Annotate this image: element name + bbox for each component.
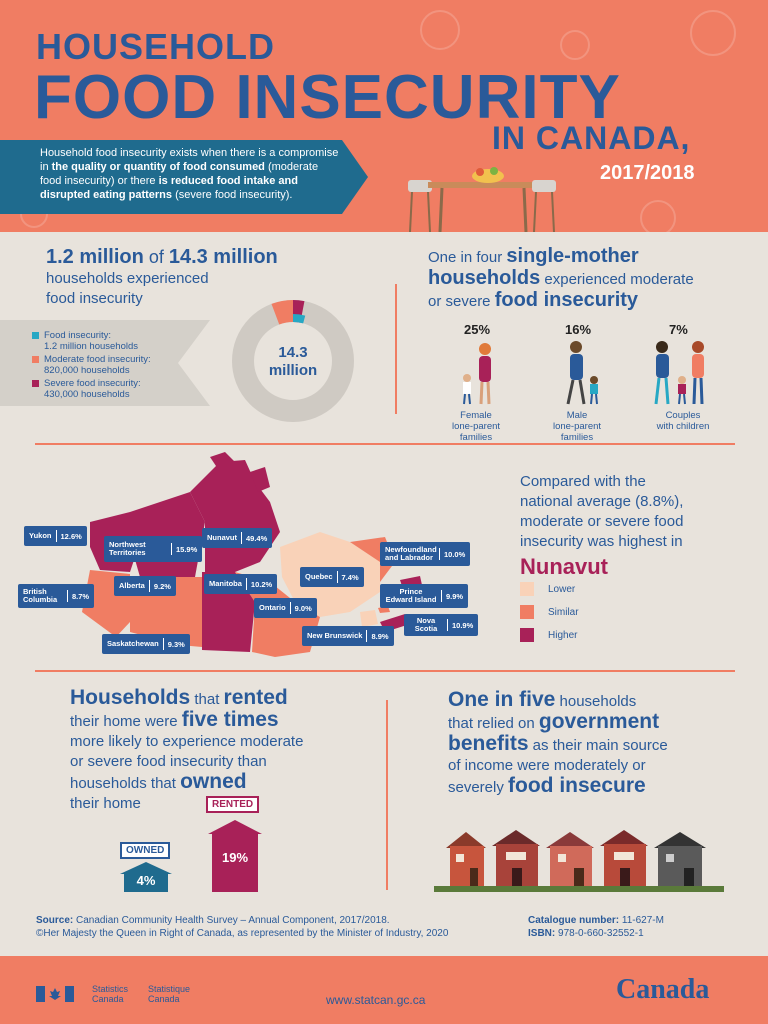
canada-flag-icon: [36, 986, 74, 1002]
source-note: Source: Canadian Community Health Survey – Annual Component, 2017/2018. ©Her Majesty the Queen in Right of Canada, as represented by the Minister of Industry, 2020: [36, 915, 449, 939]
definition-text: Household food insecurity exists when there is a compromise in the quality or quantity of food consumed (moderate food insecurity) or there is reduced food intake and disrupted eating patterns (severe food insecurity).: [40, 147, 339, 201]
canada-wordmark: Canada: [616, 974, 710, 1005]
statcan-url-link[interactable]: www.statcan.gc.ca: [326, 993, 426, 1007]
decor-circle: [690, 10, 736, 56]
households-headline: 1.2 million of 14.3 million: [46, 246, 278, 268]
houses-illustration: [434, 828, 724, 892]
statcan-fr: Statistique Canada: [148, 984, 191, 1004]
map-note: Compared with the national average (8.8%), moderate or severe food insecurity was highest in Nunavut: [520, 473, 684, 579]
benefits-headline: One in five households that relied on government benefits as their main source of income were moderately or severely food insecure: [448, 688, 668, 797]
house-icon: [600, 830, 648, 888]
decor-circle: [420, 10, 460, 50]
legend-item-food-insecurity: Food insecurity: 1.2 million households: [44, 330, 139, 352]
house-icon: [654, 832, 706, 888]
title-year: 2017/2018: [600, 162, 695, 184]
title-line-3: IN CANADA,: [492, 120, 691, 156]
single-mother-headline: One in four single-mother households experienced moderate or severe food insecurity: [428, 245, 694, 311]
map-tag-nunavut: Nunavut 49.4%: [202, 528, 272, 548]
legend-swatch: [32, 356, 39, 363]
map-legend-swatch: [520, 605, 534, 619]
female-lone-parent-label: Female lone-parent families: [451, 410, 501, 443]
map-tag-new-brunswick: New Brunswick 8.9%: [302, 626, 394, 646]
house-icon: [546, 832, 594, 888]
rented-headline: Households that rented their home were five times more likely to experience moderate or severe food insecurity than households that owned their home: [70, 686, 304, 812]
section-rule: [35, 670, 735, 672]
decor-circle: [560, 30, 590, 60]
donut-food-insecurity-slice: [293, 318, 304, 319]
statcan-en: Statistics Canada: [92, 984, 129, 1004]
dining-table-illustration: [402, 160, 562, 232]
couple-with-children-icon: [644, 338, 716, 410]
map-legend-swatch: [520, 582, 534, 596]
legend-item-severe: Severe food insecurity: 430,000 households: [44, 378, 141, 400]
donut-severe-slice: [293, 311, 302, 312]
map-legend-lower: Lower: [548, 584, 576, 595]
map-tag-yukon: Yukon 12.6%: [24, 526, 87, 546]
donut-center-label: 14.3 million: [268, 344, 318, 379]
owned-value: 4%: [136, 873, 156, 888]
rented-value: 19%: [221, 850, 249, 865]
map-tag-pei: Prince Edward Island 9.9%: [380, 584, 468, 608]
owned-label: OWNED: [120, 842, 170, 859]
map-legend-similar: Similar: [548, 607, 579, 618]
legend-swatch: [32, 332, 39, 339]
header-banner: [0, 0, 768, 232]
rented-label: RENTED: [206, 796, 259, 813]
stats-section: [0, 232, 768, 442]
male-lone-parent-label: Male lone-parent families: [552, 410, 602, 443]
map-tag-newfoundland: Newfoundland and Labrador 10.0%: [380, 542, 470, 566]
map-tag-ontario: Ontario 9.0%: [254, 598, 317, 618]
title-line-2: FOOD INSECURITY: [34, 63, 621, 132]
households-line3: food insecurity: [46, 290, 143, 307]
map-legend-swatch: [520, 628, 534, 642]
legend-item-moderate: Moderate food insecurity: 820,000 households: [44, 354, 151, 376]
map-tag-nova-scotia: Nova Scotia 10.9%: [404, 614, 478, 636]
couples-label: Couples with children: [656, 410, 710, 432]
map-tag-nwt: Northwest Territories 15.9%: [104, 536, 202, 562]
decor-circle: [640, 200, 676, 232]
households-line2: households experienced: [46, 270, 209, 287]
section-divider: [386, 700, 388, 890]
male-parent-icon: [558, 338, 608, 410]
female-lone-parent-pct: 25%: [464, 322, 491, 337]
female-parent-icon: [455, 340, 505, 410]
title-line-1: HOUSEHOLD: [36, 26, 276, 67]
section-divider: [395, 284, 397, 414]
map-tag-manitoba: Manitoba 10.2%: [204, 574, 277, 594]
section-rule: [35, 443, 735, 445]
map-tag-saskatchewan: Saskatchewan 9.3%: [102, 634, 190, 654]
house-icon: [492, 830, 540, 888]
catalogue-info: Catalogue number: 11-627-M ISBN: 978-0-660-32552-1: [528, 915, 664, 939]
map-tag-bc: British Columbia 8.7%: [18, 584, 94, 608]
map-tag-alberta: Alberta 9.2%: [114, 576, 176, 596]
donut-moderate-slice: [275, 311, 293, 314]
legend-swatch: [32, 380, 39, 387]
couples-pct: 7%: [669, 322, 688, 337]
house-icon: [446, 832, 486, 888]
map-legend-higher: Higher: [548, 630, 578, 641]
male-lone-parent-pct: 16%: [565, 322, 592, 337]
map-tag-quebec: Quebec 7.4%: [300, 567, 364, 587]
